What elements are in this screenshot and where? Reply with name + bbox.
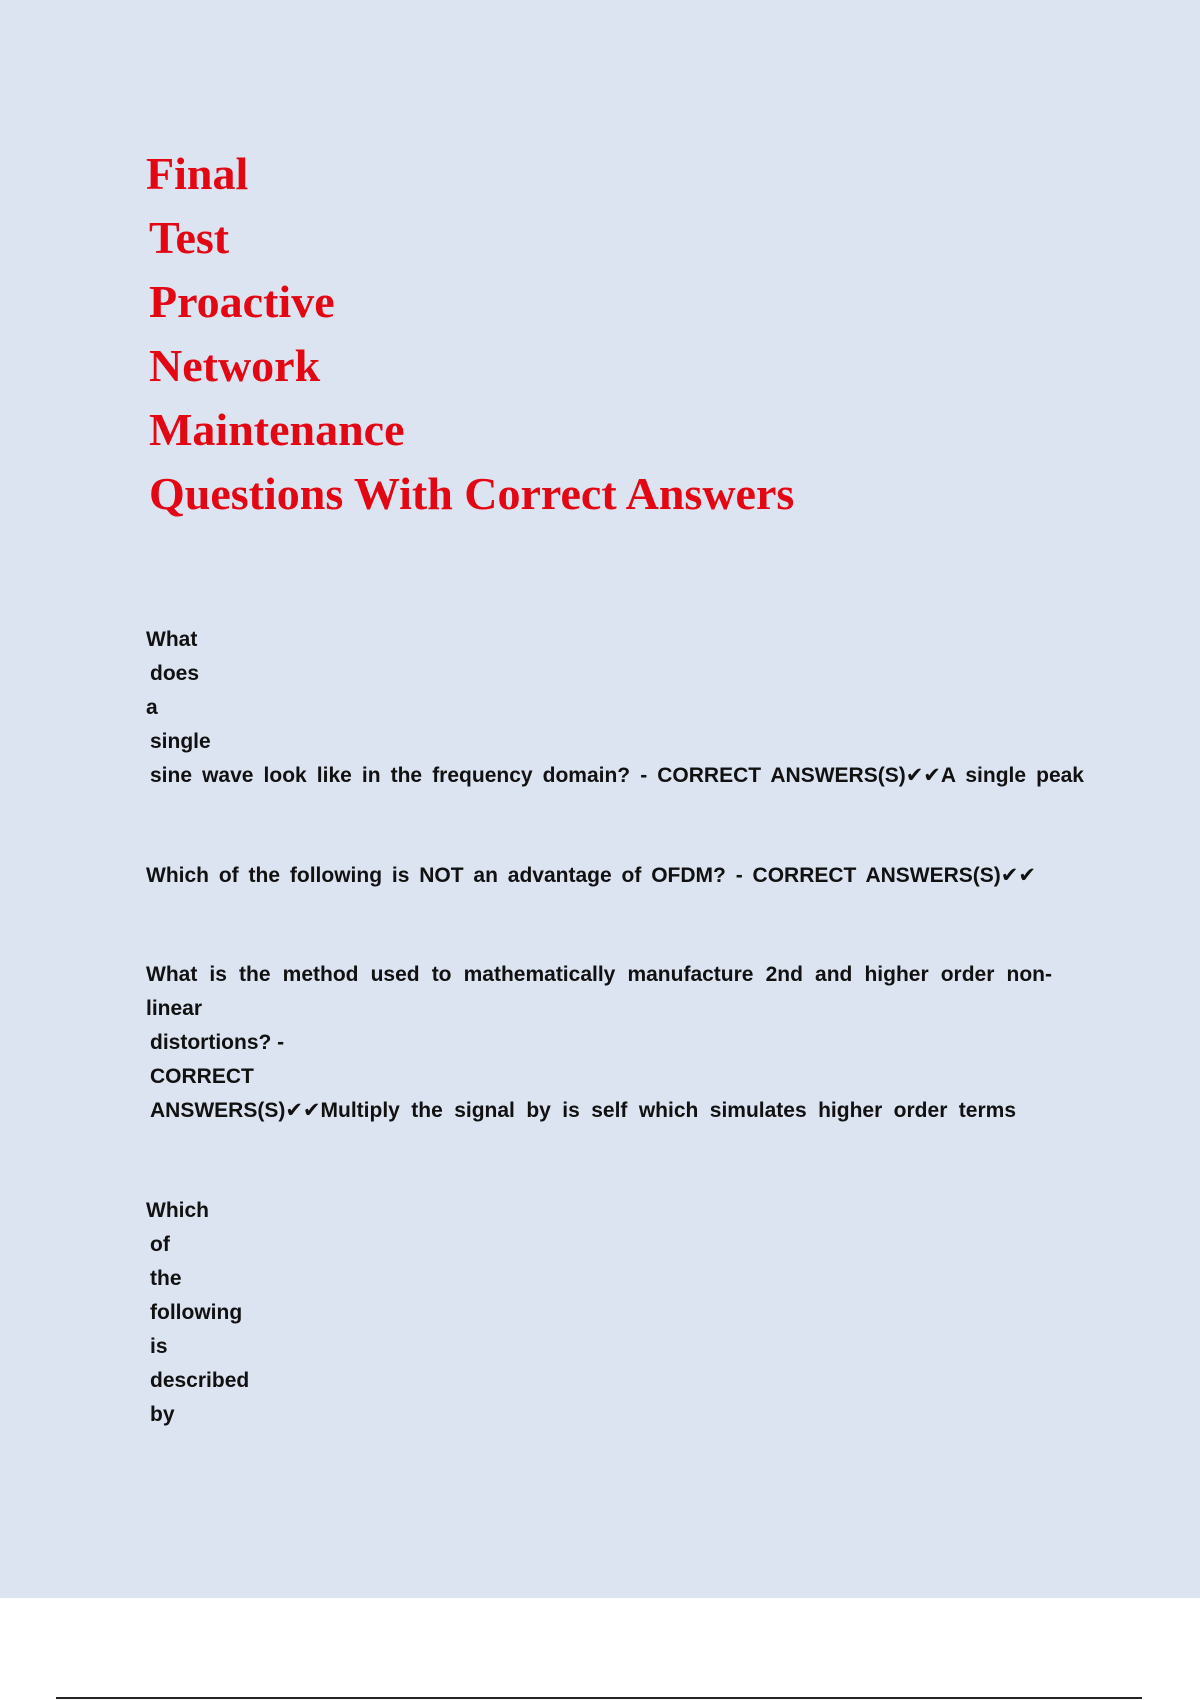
title-line: Final — [146, 148, 249, 199]
question-line: distortions? - — [150, 1031, 285, 1054]
question-block — [146, 958, 1052, 1128]
title-line: Maintenance — [149, 404, 405, 455]
question-block — [146, 623, 1084, 793]
question-block — [146, 859, 1036, 893]
question-line: is — [150, 1335, 168, 1358]
question-line: single — [150, 730, 211, 753]
footer-divider — [56, 1697, 1142, 1699]
question-line: What is the method used to mathematically manufacture 2nd and higher order non- — [146, 963, 1052, 986]
question-line: of — [150, 1233, 170, 1256]
question-block — [146, 1194, 249, 1432]
title-line: Network — [149, 340, 321, 391]
question-line: described — [150, 1369, 250, 1392]
question-line: linear — [146, 997, 203, 1020]
question-answer-line: sine wave look like in the frequency domain? - CORRECT ANSWERS(S)✔✔A single peak — [150, 764, 1084, 787]
title-line: Proactive — [149, 276, 335, 327]
question-line: following — [150, 1301, 243, 1324]
question-line: Which — [146, 1199, 209, 1222]
question-answer-line: Which of the following is NOT an advantage of OFDM? - CORRECT ANSWERS(S)✔✔ — [146, 864, 1036, 887]
question-answer-line: ANSWERS(S)✔✔Multiply the signal by is self which simulates higher order terms — [150, 1099, 1016, 1122]
question-line: a — [146, 696, 158, 719]
question-line: What — [146, 628, 198, 651]
question-line: the — [150, 1267, 182, 1290]
document-title — [146, 142, 794, 526]
title-line: Test — [149, 212, 230, 263]
question-line: CORRECT — [150, 1065, 254, 1088]
question-line: does — [150, 662, 200, 685]
title-line: Questions With Correct Answers — [149, 468, 795, 519]
question-line: by — [150, 1403, 175, 1426]
